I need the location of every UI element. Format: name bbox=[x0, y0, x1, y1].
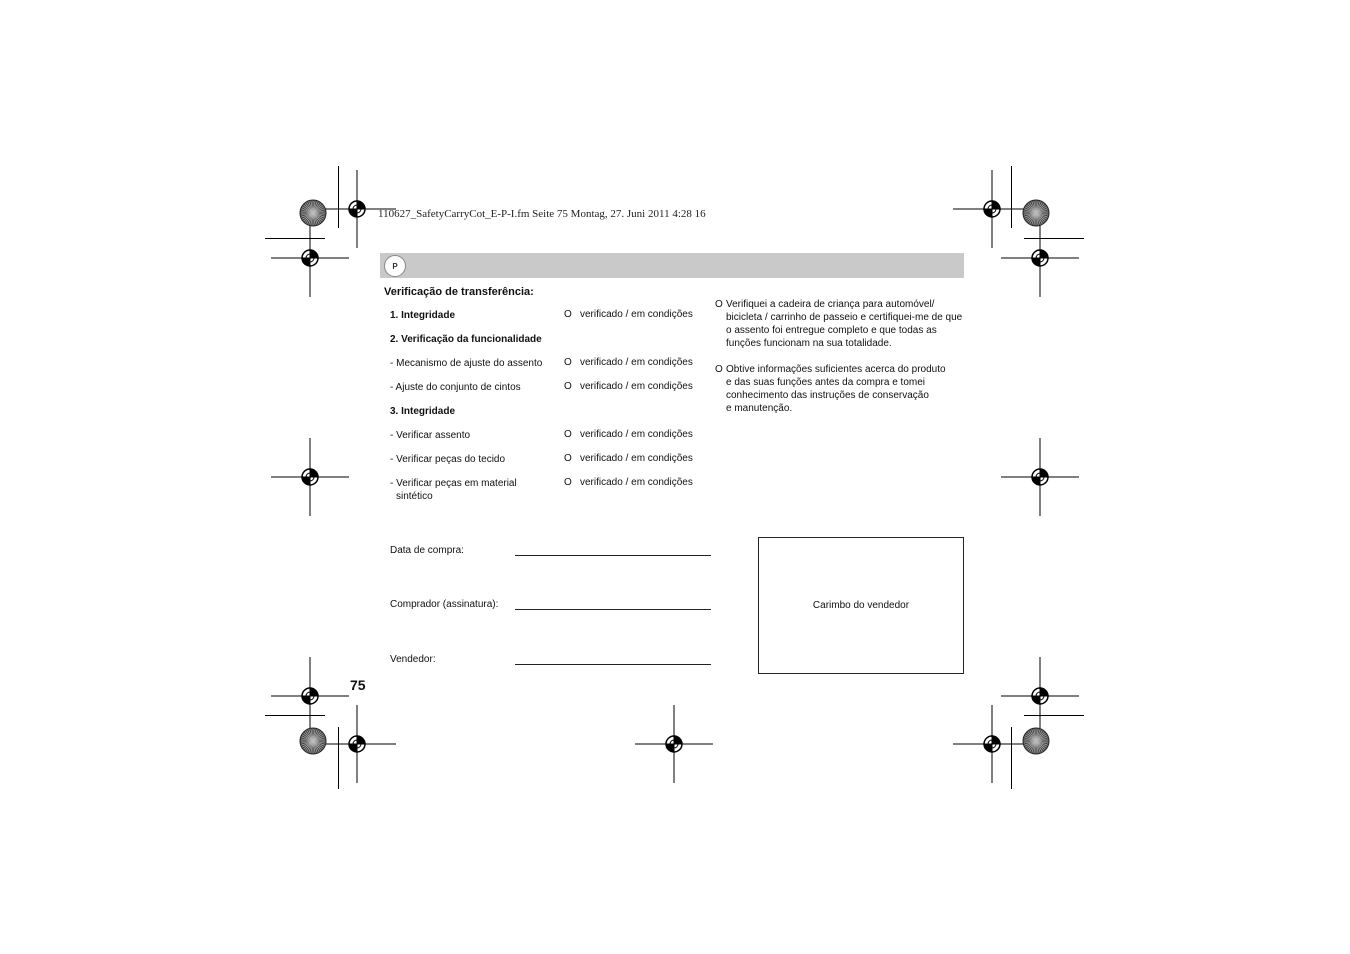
statement-complete[interactable]: O Verifiquei a cadeira de criança para automóvel/ bicicleta / carrinho de passeio e certifiquei-me de que o assento foi entregue completo e que todas as funções funcionam na sua totalidade. bbox=[715, 299, 963, 349]
crop-line bbox=[1024, 238, 1084, 239]
checklist-item: - Mecanismo de ajuste do assento bbox=[390, 358, 543, 369]
registration-mark-icon bbox=[1001, 438, 1079, 516]
checkbox-circle-icon[interactable]: O bbox=[564, 453, 572, 464]
purchase-date-field[interactable] bbox=[515, 555, 711, 556]
crop-line bbox=[265, 238, 325, 239]
crop-line bbox=[1024, 715, 1084, 716]
checklist-item: - Ajuste do conjunto de cintos bbox=[390, 382, 521, 393]
language-band bbox=[380, 253, 964, 278]
color-target-icon bbox=[1022, 727, 1050, 755]
checkbox-circle-icon[interactable]: O bbox=[715, 299, 723, 310]
checklist-check[interactable]: O verificado / em condições bbox=[564, 381, 693, 392]
crop-line bbox=[265, 715, 325, 716]
stamp-label: Carimbo do vendedor bbox=[812, 600, 910, 611]
registration-mark-icon bbox=[635, 705, 713, 783]
checklist-check[interactable]: O verificado / em condições bbox=[564, 429, 693, 440]
registration-mark-icon bbox=[1001, 219, 1079, 297]
crop-line bbox=[338, 727, 339, 789]
checkbox-circle-icon[interactable]: O bbox=[564, 309, 572, 320]
checklist-item: - Verificar peças em material sintético bbox=[390, 478, 517, 502]
checklist-check[interactable]: O verificado / em condições bbox=[564, 477, 693, 488]
registration-mark-icon bbox=[271, 438, 349, 516]
registration-mark-icon bbox=[271, 219, 349, 297]
checkbox-circle-icon[interactable]: O bbox=[564, 381, 572, 392]
checklist-check[interactable]: O verificado / em condições bbox=[564, 453, 693, 464]
crop-line bbox=[1011, 727, 1012, 789]
checklist-check[interactable]: O verificado / em condições bbox=[564, 357, 693, 368]
color-target-icon bbox=[299, 199, 327, 227]
crop-line bbox=[1011, 166, 1012, 228]
buyer-signature-label: Comprador (assinatura): bbox=[390, 599, 499, 610]
language-badge: P bbox=[384, 255, 406, 277]
checkbox-circle-icon[interactable]: O bbox=[564, 429, 572, 440]
registration-mark-icon bbox=[318, 705, 396, 783]
registration-mark-icon bbox=[953, 705, 1031, 783]
color-target-icon bbox=[299, 727, 327, 755]
checklist-check[interactable]: O verificado / em condições bbox=[564, 309, 693, 320]
checkbox-circle-icon[interactable]: O bbox=[564, 357, 572, 368]
crop-line bbox=[338, 166, 339, 228]
section-title: Verificação de transferência: bbox=[384, 286, 534, 298]
checklist-item: - Verificar assento bbox=[390, 430, 471, 441]
checklist-item: 3. Integridade bbox=[390, 406, 456, 417]
checklist-item: - Verificar peças do tecido bbox=[390, 454, 506, 465]
seller-field[interactable] bbox=[515, 664, 711, 665]
purchase-date-label: Data de compra: bbox=[390, 545, 464, 556]
statement-informed[interactable]: O Obtive informações suficientes acerca do produto e das suas funções antes da compra e tomei conhecimento das instruções de conservação e manutenção. bbox=[715, 364, 946, 414]
checklist-item: 1. Integridade bbox=[390, 310, 456, 321]
file-header-line: 110627_SafetyCarryCot_E-P-I.fm Seite 75 Montag, 27. Juni 2011 4:28 16 bbox=[378, 208, 706, 220]
seller-label: Vendedor: bbox=[390, 654, 436, 665]
checkbox-circle-icon[interactable]: O bbox=[715, 364, 723, 375]
checkbox-circle-icon[interactable]: O bbox=[564, 477, 572, 488]
seller-stamp-box[interactable] bbox=[758, 537, 964, 674]
buyer-signature-field[interactable] bbox=[515, 609, 711, 610]
color-target-icon bbox=[1022, 199, 1050, 227]
checklist-item: 2. Verificação da funcionalidade bbox=[390, 334, 542, 345]
page-number: 75 bbox=[350, 677, 366, 693]
